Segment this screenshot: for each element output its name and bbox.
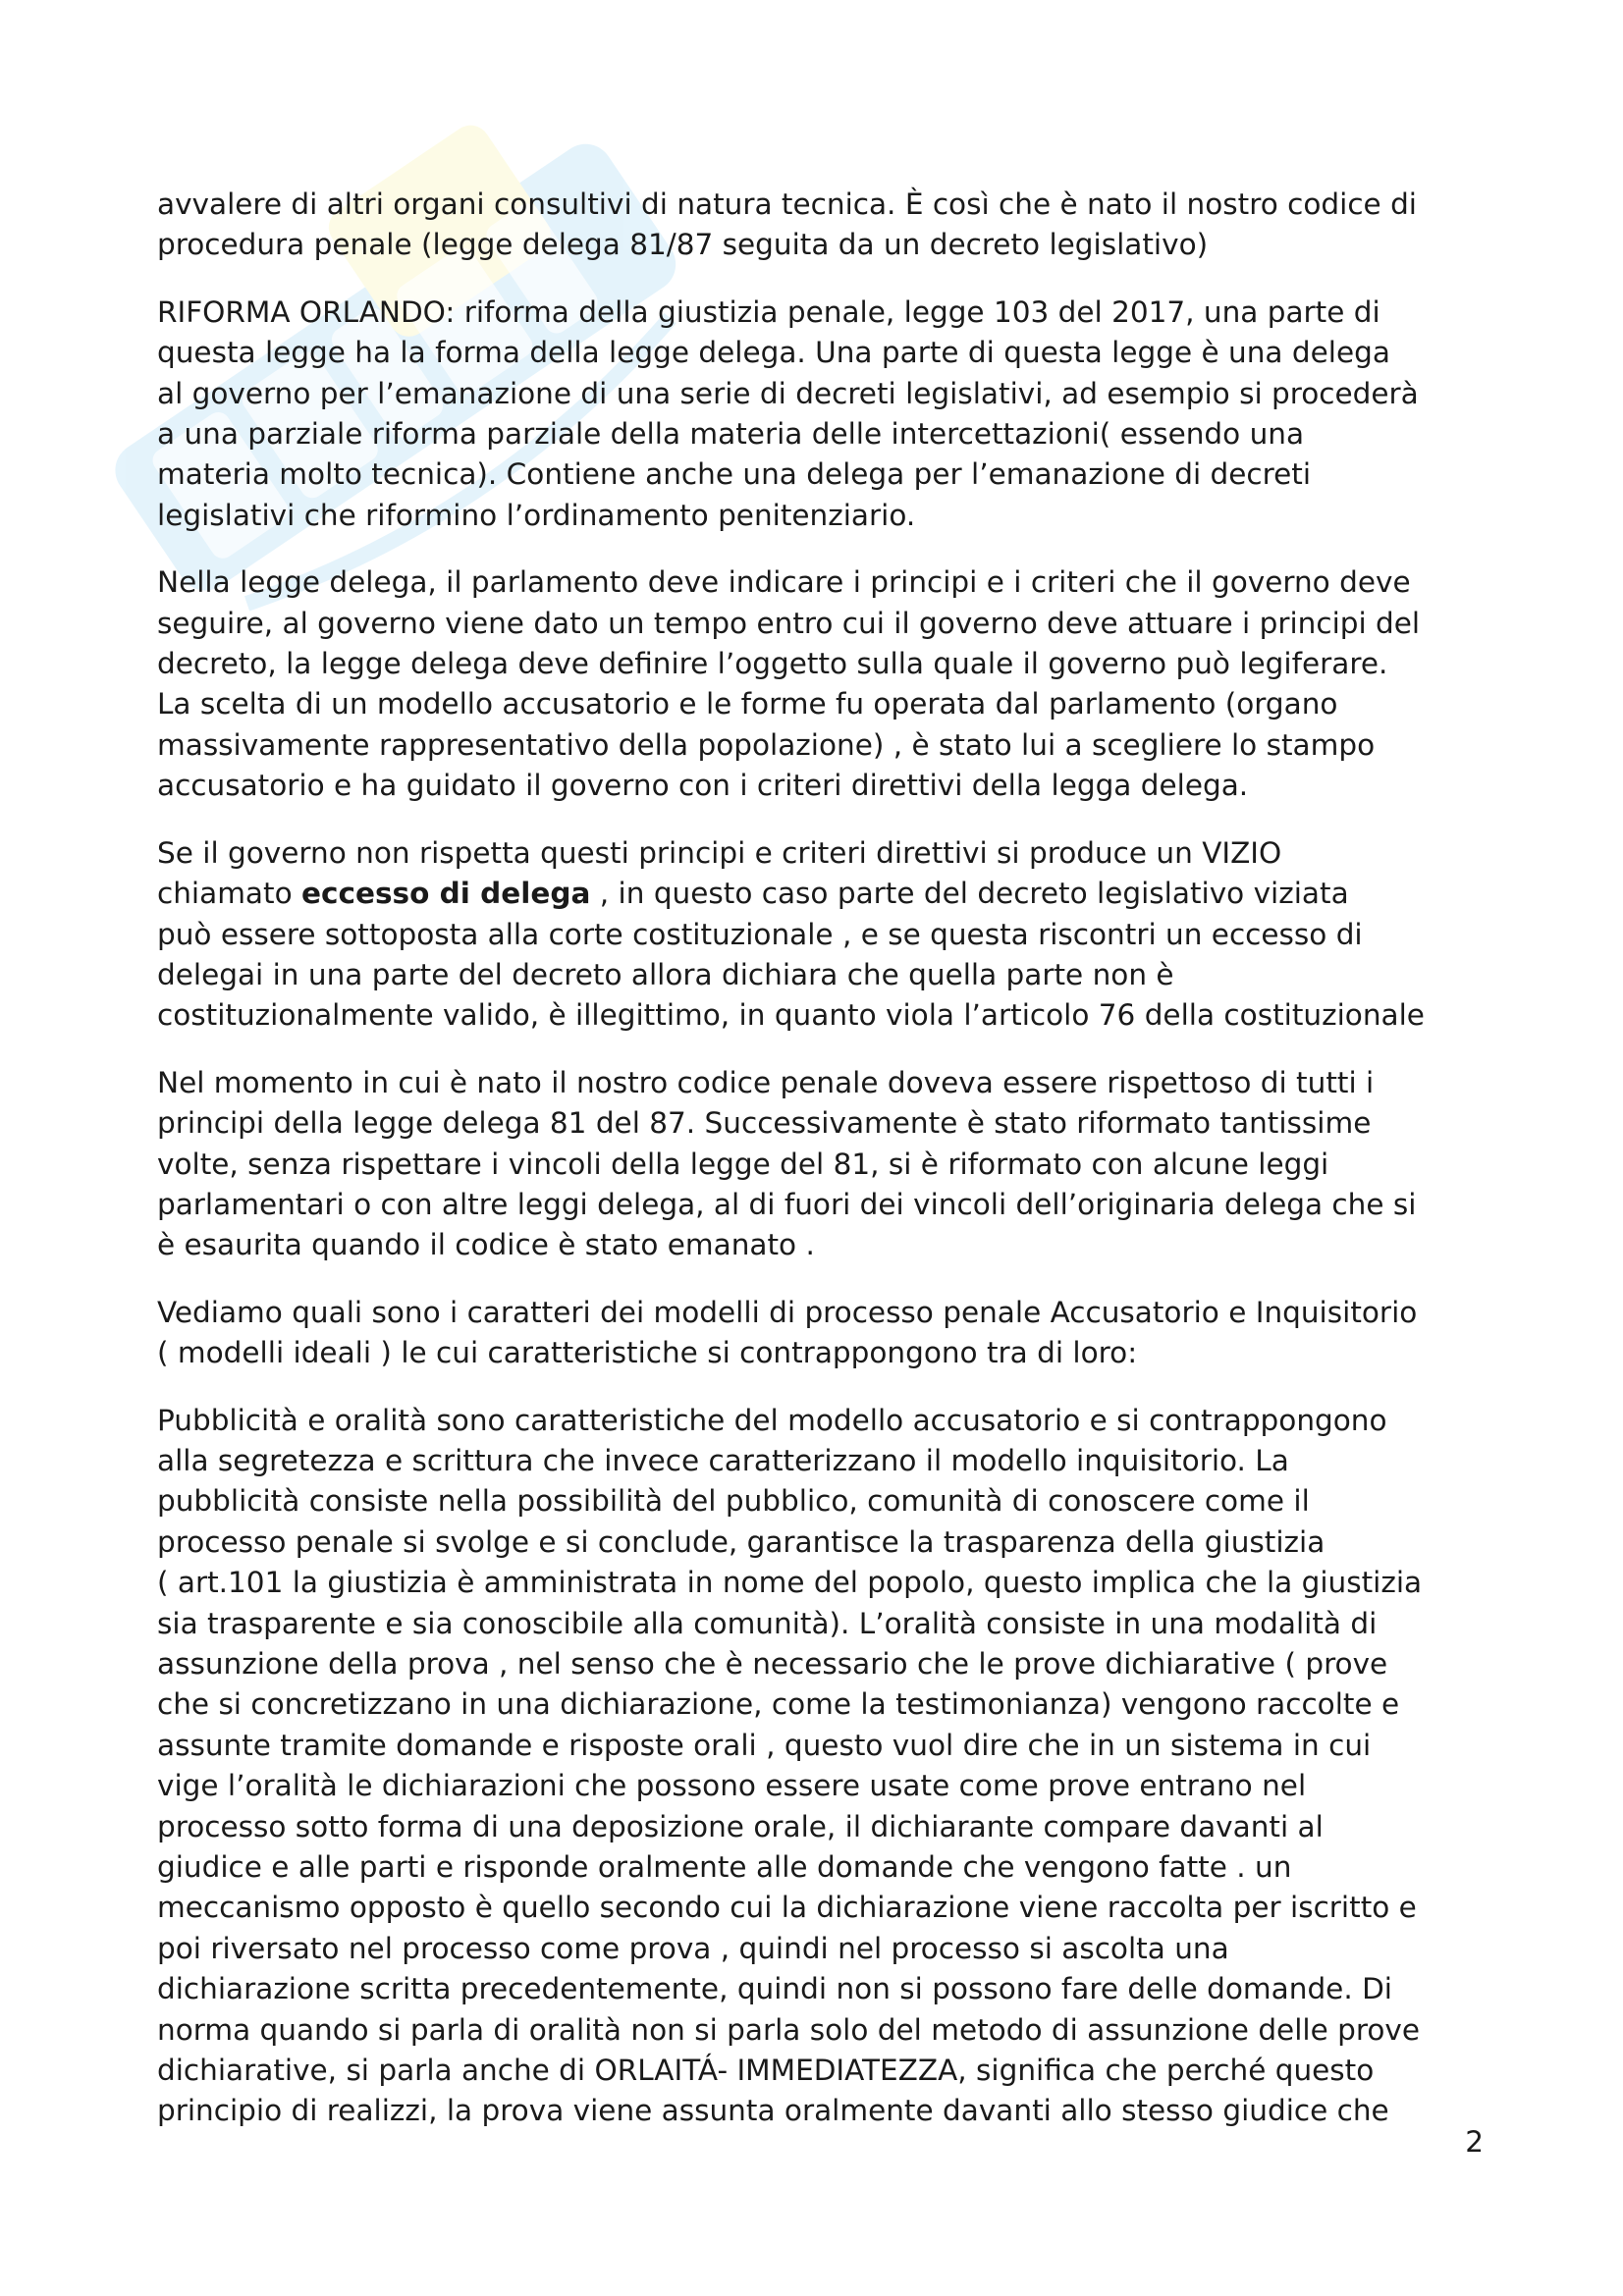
paragraph-legge-delega: [157, 562, 1485, 806]
paragraph-codice-penale: [157, 1063, 1485, 1266]
text-line: è esaurita quando il codice è stato emanato .: [157, 1228, 815, 1262]
text-line: giudice e alle parti e risponde oralmente alle domande che vengono fatte . un: [157, 1850, 1292, 1885]
document-body: [157, 185, 1485, 2159]
paragraph-modelli-processo: [157, 1293, 1485, 1374]
text-line: La scelta di un modello accusatorio e le forme fu operata dal parlamento (organo: [157, 687, 1338, 721]
text-line: ( art.101 la giustizia è amministrata in nome del popolo, questo implica che la giustizia: [157, 1566, 1423, 1600]
text-line: dichiarative, si parla anche di ORLAITÁ- IMMEDIATEZZA, significa che perché questo: [157, 2054, 1375, 2088]
text-line: può essere sottoposta alla corte costituzionale , e se questa riscontri un eccesso di: [157, 917, 1363, 951]
text-line: dichiarazione scritta precedentemente, quindi non si possono fare delle domande. Di: [157, 1972, 1392, 2006]
text-line: Nel momento in cui è nato il nostro codice penale doveva essere rispettoso di tutti i: [157, 1065, 1375, 1099]
text-line: al governo per l’emanazione di una serie di decreti legislativi, ad esempio si procederà: [157, 376, 1419, 410]
text-line: meccanismo opposto è quello secondo cui la dichiarazione viene raccolta per iscritto e: [157, 1891, 1417, 1925]
text-line: accusatorio e ha guidato il governo con i criteri direttivi della legga delega.: [157, 769, 1249, 803]
text-line: principi della legge delega 81 del 87. Successivamente è stato riformato tantissime: [157, 1106, 1372, 1141]
text-fragment: , in questo caso parte del decreto legislativo viziata: [590, 877, 1349, 911]
page-number: 2: [1465, 2125, 1484, 2159]
text-line: Pubblicità e oralità sono caratteristiche del modello accusatorio e si contrappongono: [157, 1403, 1387, 1437]
paragraph-eccesso-di-delega: [157, 833, 1485, 1037]
text-line: processo penale si svolge e si conclude, garantisce la trasparenza della giustizia: [157, 1524, 1325, 1559]
text-line: assunte tramite domande e risposte orali , questo vuol dire che in un sistema in cui: [157, 1728, 1372, 1762]
text-line: avvalere di altri organi consultivi di natura tecnica. È così che è nato il nostro codice di: [157, 187, 1417, 221]
text-line: procedura penale (legge delega 81/87 seguita da un decreto legislativo): [157, 228, 1209, 262]
text-line: parlamentari o con altre leggi delega, al di fuori dei vincoli dell’originaria delega che si: [157, 1187, 1417, 1221]
paragraph-organi-consultivi: [157, 185, 1485, 266]
text-line: massivamente rappresentativo della popolazione) , è stato lui a scegliere lo stampo: [157, 727, 1376, 762]
text-line: a una parziale riforma parziale della materia delle intercettazioni( essendo una: [157, 417, 1305, 452]
text-line: costituzionalmente valido, è illegittimo, in quanto viola l’articolo 76 della costituzionale: [157, 998, 1425, 1033]
text-line: Nella legge delega, il parlamento deve indicare i principi e i criteri che il governo deve: [157, 565, 1411, 600]
bold-term: eccesso di delega: [301, 877, 591, 911]
text-line: delegai in una parte del decreto allora dichiara che quella parte non è: [157, 957, 1174, 991]
text-line: che si concretizzano in una dichiarazione, come la testimonianza) vengono raccolte e: [157, 1687, 1400, 1722]
text-line: principio di realizzi, la prova viene assunta oralmente davanti allo stesso giudice che: [157, 2094, 1389, 2128]
text-line: pubblicità consiste nella possibilità del pubblico, comunità di conoscere come il: [157, 1484, 1310, 1519]
text-line: poi riversato nel processo come prova , quindi nel processo si ascolta una: [157, 1931, 1229, 1965]
text-line: seguire, al governo viene dato un tempo entro cui il governo deve attuare i principi del: [157, 606, 1421, 640]
text-line: [157, 874, 1485, 914]
paragraph-pubblicita-oralita: [157, 1401, 1485, 2132]
text-line: RIFORMA ORLANDO: riforma della giustizia penale, legge 103 del 2017, una parte di: [157, 294, 1380, 329]
paragraph-riforma-orlando: [157, 293, 1485, 536]
text-line: decreto, la legge delega deve definire l’oggetto sulla quale il governo può legiferare.: [157, 647, 1388, 681]
text-line: processo sotto forma di una deposizione orale, il dichiarante compare davanti al: [157, 1809, 1324, 1843]
text-line: materia molto tecnica). Contiene anche una delega per l’emanazione di decreti: [157, 457, 1312, 492]
text-line: volte, senza rispettare i vincoli della legge del 81, si è riformato con alcune leggi: [157, 1147, 1329, 1181]
text-line: alla segretezza e scrittura che invece caratterizzano il modello inquisitorio. La: [157, 1443, 1289, 1477]
text-line: Vediamo quali sono i caratteri dei modelli di processo penale Accusatorio e Inquisitorio: [157, 1295, 1418, 1329]
text-line: Se il governo non rispetta questi principi e criteri direttivi si produce un VIZIO: [157, 835, 1282, 870]
text-line: questa legge ha la forma della legge delega. Una parte di questa legge è una delega: [157, 336, 1390, 370]
text-line: sia trasparente e sia conoscibile alla comunità). L’oralità consiste in una modalità di: [157, 1606, 1378, 1640]
text-line: assunzione della prova , nel senso che è necessario che le prove dichiarative ( prove: [157, 1647, 1388, 1681]
text-line: norma quando si parla di oralità non si parla solo del metodo di assunzione delle prove: [157, 2012, 1420, 2047]
text-fragment: chiamato: [157, 877, 301, 911]
text-line: legislativi che riformino l’ordinamento penitenziario.: [157, 498, 916, 532]
text-line: ( modelli ideali ) le cui caratteristiche si contrappongono tra di loro:: [157, 1336, 1138, 1370]
text-line: vige l’oralità le dichiarazioni che possono essere usate come prove entrano nel: [157, 1769, 1307, 1803]
